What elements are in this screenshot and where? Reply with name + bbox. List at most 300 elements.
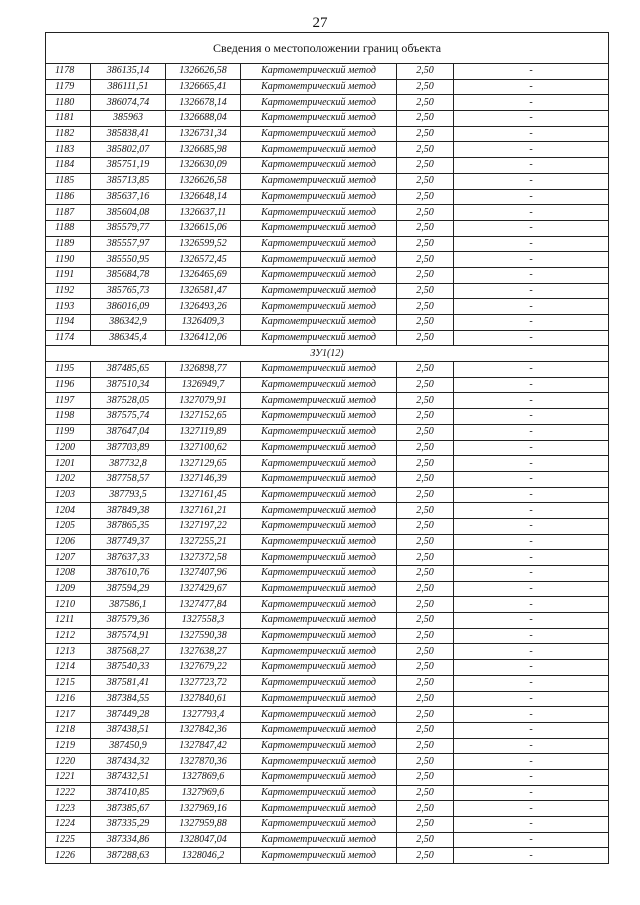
description-cell: - — [454, 111, 609, 127]
y-coordinate-cell: 1326626,58 — [166, 64, 241, 80]
method-cell: Картометрический метод — [241, 456, 397, 472]
x-coordinate-cell: 387865,35 — [91, 518, 166, 534]
accuracy-cell: 2,50 — [397, 267, 454, 283]
x-coordinate-cell: 386342,9 — [91, 315, 166, 331]
table-row — [46, 534, 609, 550]
y-coordinate-cell: 1326626,58 — [166, 173, 241, 189]
point-number-cell: 1224 — [46, 817, 91, 833]
y-coordinate-cell: 1326599,52 — [166, 236, 241, 252]
point-number-cell: 1226 — [46, 848, 91, 864]
accuracy-cell: 2,50 — [397, 189, 454, 205]
x-coordinate-cell: 387434,32 — [91, 754, 166, 770]
x-coordinate-cell: 387581,41 — [91, 675, 166, 691]
table-row — [46, 409, 609, 425]
x-coordinate-cell: 387637,33 — [91, 550, 166, 566]
method-cell: Картометрический метод — [241, 315, 397, 331]
accuracy-cell: 2,50 — [397, 707, 454, 723]
point-number-cell: 1199 — [46, 424, 91, 440]
page-number: 27 — [312, 15, 328, 31]
y-coordinate-cell: 1327558,3 — [166, 613, 241, 629]
table-row — [46, 707, 609, 723]
accuracy-cell: 2,50 — [397, 220, 454, 236]
accuracy-cell: 2,50 — [397, 785, 454, 801]
x-coordinate-cell: 387540,33 — [91, 660, 166, 676]
accuracy-cell: 2,50 — [397, 315, 454, 331]
table-row — [46, 660, 609, 676]
point-number-cell: 1210 — [46, 597, 91, 613]
accuracy-cell: 2,50 — [397, 644, 454, 660]
table-row — [46, 362, 609, 378]
table-row — [46, 95, 609, 111]
x-coordinate-cell: 387438,51 — [91, 722, 166, 738]
table-row — [46, 440, 609, 456]
description-cell: - — [454, 487, 609, 503]
y-coordinate-cell: 1327255,21 — [166, 534, 241, 550]
x-coordinate-cell: 387410,85 — [91, 785, 166, 801]
method-cell: Картометрический метод — [241, 252, 397, 268]
x-coordinate-cell: 385604,08 — [91, 205, 166, 221]
y-coordinate-cell: 1326637,11 — [166, 205, 241, 221]
y-coordinate-cell: 1326648,14 — [166, 189, 241, 205]
method-cell: Картометрический метод — [241, 848, 397, 864]
method-cell: Картометрический метод — [241, 785, 397, 801]
point-number-cell: 1209 — [46, 581, 91, 597]
accuracy-cell: 2,50 — [397, 142, 454, 158]
description-cell: - — [454, 754, 609, 770]
table-title-row — [46, 33, 609, 64]
point-number-cell: 1206 — [46, 534, 91, 550]
y-coordinate-cell: 1327161,21 — [166, 503, 241, 519]
x-coordinate-cell: 387485,65 — [91, 362, 166, 378]
table-row — [46, 518, 609, 534]
method-cell: Картометрический метод — [241, 707, 397, 723]
y-coordinate-cell: 1326409,3 — [166, 315, 241, 331]
table-row — [46, 722, 609, 738]
method-cell: Картометрический метод — [241, 628, 397, 644]
x-coordinate-cell: 385550,95 — [91, 252, 166, 268]
point-number-cell: 1205 — [46, 518, 91, 534]
point-number-cell: 1178 — [46, 64, 91, 80]
x-coordinate-cell: 387749,37 — [91, 534, 166, 550]
x-coordinate-cell: 387586,1 — [91, 597, 166, 613]
point-number-cell: 1207 — [46, 550, 91, 566]
accuracy-cell: 2,50 — [397, 660, 454, 676]
description-cell: - — [454, 362, 609, 378]
table-row — [46, 205, 609, 221]
method-cell: Картометрический метод — [241, 299, 397, 315]
table-row — [46, 393, 609, 409]
point-number-cell: 1191 — [46, 267, 91, 283]
y-coordinate-cell: 1326630,09 — [166, 158, 241, 174]
method-cell: Картометрический метод — [241, 220, 397, 236]
table-row — [46, 252, 609, 268]
accuracy-cell: 2,50 — [397, 487, 454, 503]
table-row — [46, 644, 609, 660]
x-coordinate-cell: 385557,97 — [91, 236, 166, 252]
table-row — [46, 158, 609, 174]
method-cell: Картометрический метод — [241, 503, 397, 519]
y-coordinate-cell: 1327129,65 — [166, 456, 241, 472]
table-row — [46, 613, 609, 629]
y-coordinate-cell: 1327119,89 — [166, 424, 241, 440]
x-coordinate-cell: 386111,51 — [91, 79, 166, 95]
method-cell: Картометрический метод — [241, 722, 397, 738]
x-coordinate-cell: 386135,14 — [91, 64, 166, 80]
point-number-cell: 1180 — [46, 95, 91, 111]
table-row — [46, 64, 609, 80]
point-number-cell: 1212 — [46, 628, 91, 644]
accuracy-cell: 2,50 — [397, 675, 454, 691]
accuracy-cell: 2,50 — [397, 252, 454, 268]
method-cell: Картометрический метод — [241, 817, 397, 833]
accuracy-cell: 2,50 — [397, 424, 454, 440]
table-row — [46, 785, 609, 801]
table-title: Сведения о местоположении границ объекта — [46, 33, 609, 64]
x-coordinate-cell: 387568,27 — [91, 644, 166, 660]
point-number-cell: 1195 — [46, 362, 91, 378]
method-cell: Картометрический метод — [241, 158, 397, 174]
point-number-cell: 1213 — [46, 644, 91, 660]
point-number-cell: 1215 — [46, 675, 91, 691]
description-cell: - — [454, 675, 609, 691]
y-coordinate-cell: 1327840,61 — [166, 691, 241, 707]
table-row — [46, 628, 609, 644]
method-cell: Картометрический метод — [241, 283, 397, 299]
y-coordinate-cell: 1327723,72 — [166, 675, 241, 691]
table-row — [46, 597, 609, 613]
x-coordinate-cell: 387703,89 — [91, 440, 166, 456]
table-row — [46, 315, 609, 331]
point-number-cell: 1201 — [46, 456, 91, 472]
table-row — [46, 471, 609, 487]
method-cell: Картометрический метод — [241, 754, 397, 770]
table-row — [46, 79, 609, 95]
y-coordinate-cell: 1326412,06 — [166, 330, 241, 346]
method-cell: Картометрический метод — [241, 377, 397, 393]
description-cell: - — [454, 503, 609, 519]
method-cell: Картометрический метод — [241, 236, 397, 252]
accuracy-cell: 2,50 — [397, 597, 454, 613]
description-cell: - — [454, 518, 609, 534]
description-cell: - — [454, 801, 609, 817]
y-coordinate-cell: 1327197,22 — [166, 518, 241, 534]
table-row — [46, 126, 609, 142]
point-number-cell: 1185 — [46, 173, 91, 189]
accuracy-cell: 2,50 — [397, 126, 454, 142]
accuracy-cell: 2,50 — [397, 440, 454, 456]
y-coordinate-cell: 1326665,41 — [166, 79, 241, 95]
method-cell: Картометрический метод — [241, 581, 397, 597]
x-coordinate-cell: 387510,34 — [91, 377, 166, 393]
method-cell: Картометрический метод — [241, 832, 397, 848]
description-cell: - — [454, 456, 609, 472]
y-coordinate-cell: 1328046,2 — [166, 848, 241, 864]
point-number-cell: 1204 — [46, 503, 91, 519]
table-row — [46, 236, 609, 252]
description-cell: - — [454, 79, 609, 95]
section-row — [46, 346, 609, 362]
table-row — [46, 189, 609, 205]
point-number-cell: 1208 — [46, 566, 91, 582]
description-cell: - — [454, 252, 609, 268]
y-coordinate-cell: 1327477,84 — [166, 597, 241, 613]
point-number-cell: 1225 — [46, 832, 91, 848]
method-cell: Картометрический метод — [241, 675, 397, 691]
y-coordinate-cell: 1327959,88 — [166, 817, 241, 833]
x-coordinate-cell: 385637,16 — [91, 189, 166, 205]
description-cell: - — [454, 220, 609, 236]
description-cell: - — [454, 644, 609, 660]
description-cell: - — [454, 848, 609, 864]
y-coordinate-cell: 1326572,45 — [166, 252, 241, 268]
table-row — [46, 487, 609, 503]
point-number-cell: 1197 — [46, 393, 91, 409]
section-label: ЗУ1(12) — [46, 346, 609, 362]
point-number-cell: 1202 — [46, 471, 91, 487]
method-cell: Картометрический метод — [241, 142, 397, 158]
accuracy-cell: 2,50 — [397, 722, 454, 738]
point-number-cell: 1211 — [46, 613, 91, 629]
accuracy-cell: 2,50 — [397, 205, 454, 221]
point-number-cell: 1179 — [46, 79, 91, 95]
point-number-cell: 1198 — [46, 409, 91, 425]
accuracy-cell: 2,50 — [397, 801, 454, 817]
accuracy-cell: 2,50 — [397, 848, 454, 864]
x-coordinate-cell: 387594,29 — [91, 581, 166, 597]
method-cell: Картометрический метод — [241, 267, 397, 283]
method-cell: Картометрический метод — [241, 769, 397, 785]
table-row — [46, 769, 609, 785]
description-cell: - — [454, 377, 609, 393]
x-coordinate-cell: 385838,41 — [91, 126, 166, 142]
point-number-cell: 1174 — [46, 330, 91, 346]
point-number-cell: 1217 — [46, 707, 91, 723]
y-coordinate-cell: 1327161,45 — [166, 487, 241, 503]
y-coordinate-cell: 1327100,62 — [166, 440, 241, 456]
x-coordinate-cell: 387610,76 — [91, 566, 166, 582]
y-coordinate-cell: 1326678,14 — [166, 95, 241, 111]
y-coordinate-cell: 1326465,69 — [166, 267, 241, 283]
method-cell: Картометрический метод — [241, 424, 397, 440]
method-cell: Картометрический метод — [241, 738, 397, 754]
table-row — [46, 550, 609, 566]
point-number-cell: 1189 — [46, 236, 91, 252]
table-row — [46, 754, 609, 770]
accuracy-cell: 2,50 — [397, 832, 454, 848]
description-cell: - — [454, 330, 609, 346]
point-number-cell: 1219 — [46, 738, 91, 754]
accuracy-cell: 2,50 — [397, 817, 454, 833]
x-coordinate-cell: 387432,51 — [91, 769, 166, 785]
point-number-cell: 1216 — [46, 691, 91, 707]
accuracy-cell: 2,50 — [397, 769, 454, 785]
description-cell: - — [454, 142, 609, 158]
x-coordinate-cell: 385963 — [91, 111, 166, 127]
y-coordinate-cell: 1327429,67 — [166, 581, 241, 597]
description-cell: - — [454, 660, 609, 676]
table-row — [46, 566, 609, 582]
point-number-cell: 1187 — [46, 205, 91, 221]
x-coordinate-cell: 385802,07 — [91, 142, 166, 158]
description-cell: - — [454, 550, 609, 566]
y-coordinate-cell: 1326493,26 — [166, 299, 241, 315]
description-cell: - — [454, 205, 609, 221]
accuracy-cell: 2,50 — [397, 456, 454, 472]
x-coordinate-cell: 387335,29 — [91, 817, 166, 833]
y-coordinate-cell: 1327638,27 — [166, 644, 241, 660]
description-cell: - — [454, 581, 609, 597]
table-row — [46, 111, 609, 127]
accuracy-cell: 2,50 — [397, 409, 454, 425]
y-coordinate-cell: 1326685,98 — [166, 142, 241, 158]
description-cell: - — [454, 173, 609, 189]
accuracy-cell: 2,50 — [397, 236, 454, 252]
x-coordinate-cell: 387449,28 — [91, 707, 166, 723]
description-cell: - — [454, 785, 609, 801]
accuracy-cell: 2,50 — [397, 95, 454, 111]
description-cell: - — [454, 267, 609, 283]
point-number-cell: 1192 — [46, 283, 91, 299]
description-cell: - — [454, 471, 609, 487]
method-cell: Картометрический метод — [241, 534, 397, 550]
point-number-cell: 1214 — [46, 660, 91, 676]
method-cell: Картометрический метод — [241, 440, 397, 456]
table-row — [46, 675, 609, 691]
point-number-cell: 1221 — [46, 769, 91, 785]
y-coordinate-cell: 1327372,58 — [166, 550, 241, 566]
table-row — [46, 738, 609, 754]
description-cell: - — [454, 628, 609, 644]
table-row — [46, 377, 609, 393]
description-cell: - — [454, 409, 609, 425]
accuracy-cell: 2,50 — [397, 471, 454, 487]
description-cell: - — [454, 738, 609, 754]
x-coordinate-cell: 387849,38 — [91, 503, 166, 519]
x-coordinate-cell: 386016,09 — [91, 299, 166, 315]
description-cell: - — [454, 691, 609, 707]
method-cell: Картометрический метод — [241, 644, 397, 660]
point-number-cell: 1194 — [46, 315, 91, 331]
description-cell: - — [454, 393, 609, 409]
table-row — [46, 817, 609, 833]
description-cell: - — [454, 283, 609, 299]
accuracy-cell: 2,50 — [397, 299, 454, 315]
y-coordinate-cell: 1327146,39 — [166, 471, 241, 487]
description-cell: - — [454, 707, 609, 723]
method-cell: Картометрический метод — [241, 550, 397, 566]
point-number-cell: 1182 — [46, 126, 91, 142]
method-cell: Картометрический метод — [241, 409, 397, 425]
y-coordinate-cell: 1327407,96 — [166, 566, 241, 582]
description-cell: - — [454, 440, 609, 456]
table-row — [46, 503, 609, 519]
description-cell: - — [454, 315, 609, 331]
table-row — [46, 456, 609, 472]
y-coordinate-cell: 1327847,42 — [166, 738, 241, 754]
accuracy-cell: 2,50 — [397, 691, 454, 707]
table-row — [46, 691, 609, 707]
accuracy-cell: 2,50 — [397, 754, 454, 770]
table-row — [46, 173, 609, 189]
y-coordinate-cell: 1327679,22 — [166, 660, 241, 676]
method-cell: Картометрический метод — [241, 111, 397, 127]
point-number-cell: 1220 — [46, 754, 91, 770]
accuracy-cell: 2,50 — [397, 393, 454, 409]
description-cell: - — [454, 769, 609, 785]
y-coordinate-cell: 1326581,47 — [166, 283, 241, 299]
method-cell: Картометрический метод — [241, 691, 397, 707]
x-coordinate-cell: 387793,5 — [91, 487, 166, 503]
x-coordinate-cell: 387758,57 — [91, 471, 166, 487]
accuracy-cell: 2,50 — [397, 173, 454, 189]
method-cell: Картометрический метод — [241, 660, 397, 676]
accuracy-cell: 2,50 — [397, 158, 454, 174]
boundary-coordinates-table — [45, 32, 609, 864]
point-number-cell: 1184 — [46, 158, 91, 174]
method-cell: Картометрический метод — [241, 330, 397, 346]
method-cell: Картометрический метод — [241, 487, 397, 503]
accuracy-cell: 2,50 — [397, 362, 454, 378]
y-coordinate-cell: 1326688,04 — [166, 111, 241, 127]
accuracy-cell: 2,50 — [397, 503, 454, 519]
accuracy-cell: 2,50 — [397, 534, 454, 550]
method-cell: Картометрический метод — [241, 126, 397, 142]
description-cell: - — [454, 722, 609, 738]
y-coordinate-cell: 1327870,36 — [166, 754, 241, 770]
y-coordinate-cell: 1328047,04 — [166, 832, 241, 848]
table-row — [46, 801, 609, 817]
description-cell: - — [454, 299, 609, 315]
method-cell: Картометрический метод — [241, 801, 397, 817]
description-cell: - — [454, 832, 609, 848]
description-cell: - — [454, 424, 609, 440]
point-number-cell: 1223 — [46, 801, 91, 817]
method-cell: Картометрический метод — [241, 173, 397, 189]
description-cell: - — [454, 566, 609, 582]
table-row — [46, 142, 609, 158]
description-cell: - — [454, 613, 609, 629]
method-cell: Картометрический метод — [241, 566, 397, 582]
method-cell: Картометрический метод — [241, 613, 397, 629]
y-coordinate-cell: 1327969,6 — [166, 785, 241, 801]
x-coordinate-cell: 387579,36 — [91, 613, 166, 629]
description-cell: - — [454, 597, 609, 613]
method-cell: Картометрический метод — [241, 393, 397, 409]
table-row — [46, 581, 609, 597]
x-coordinate-cell: 386074,74 — [91, 95, 166, 111]
y-coordinate-cell: 1327842,36 — [166, 722, 241, 738]
x-coordinate-cell: 387647,04 — [91, 424, 166, 440]
table-row — [46, 267, 609, 283]
point-number-cell: 1203 — [46, 487, 91, 503]
accuracy-cell: 2,50 — [397, 377, 454, 393]
y-coordinate-cell: 1327969,16 — [166, 801, 241, 817]
y-coordinate-cell: 1326949,7 — [166, 377, 241, 393]
method-cell: Картометрический метод — [241, 597, 397, 613]
accuracy-cell: 2,50 — [397, 283, 454, 299]
x-coordinate-cell: 387384,55 — [91, 691, 166, 707]
y-coordinate-cell: 1327152,65 — [166, 409, 241, 425]
x-coordinate-cell: 387575,74 — [91, 409, 166, 425]
description-cell: - — [454, 534, 609, 550]
point-number-cell: 1181 — [46, 111, 91, 127]
accuracy-cell: 2,50 — [397, 550, 454, 566]
accuracy-cell: 2,50 — [397, 628, 454, 644]
description-cell: - — [454, 189, 609, 205]
y-coordinate-cell: 1327590,38 — [166, 628, 241, 644]
y-coordinate-cell: 1326615,06 — [166, 220, 241, 236]
method-cell: Картометрический метод — [241, 471, 397, 487]
